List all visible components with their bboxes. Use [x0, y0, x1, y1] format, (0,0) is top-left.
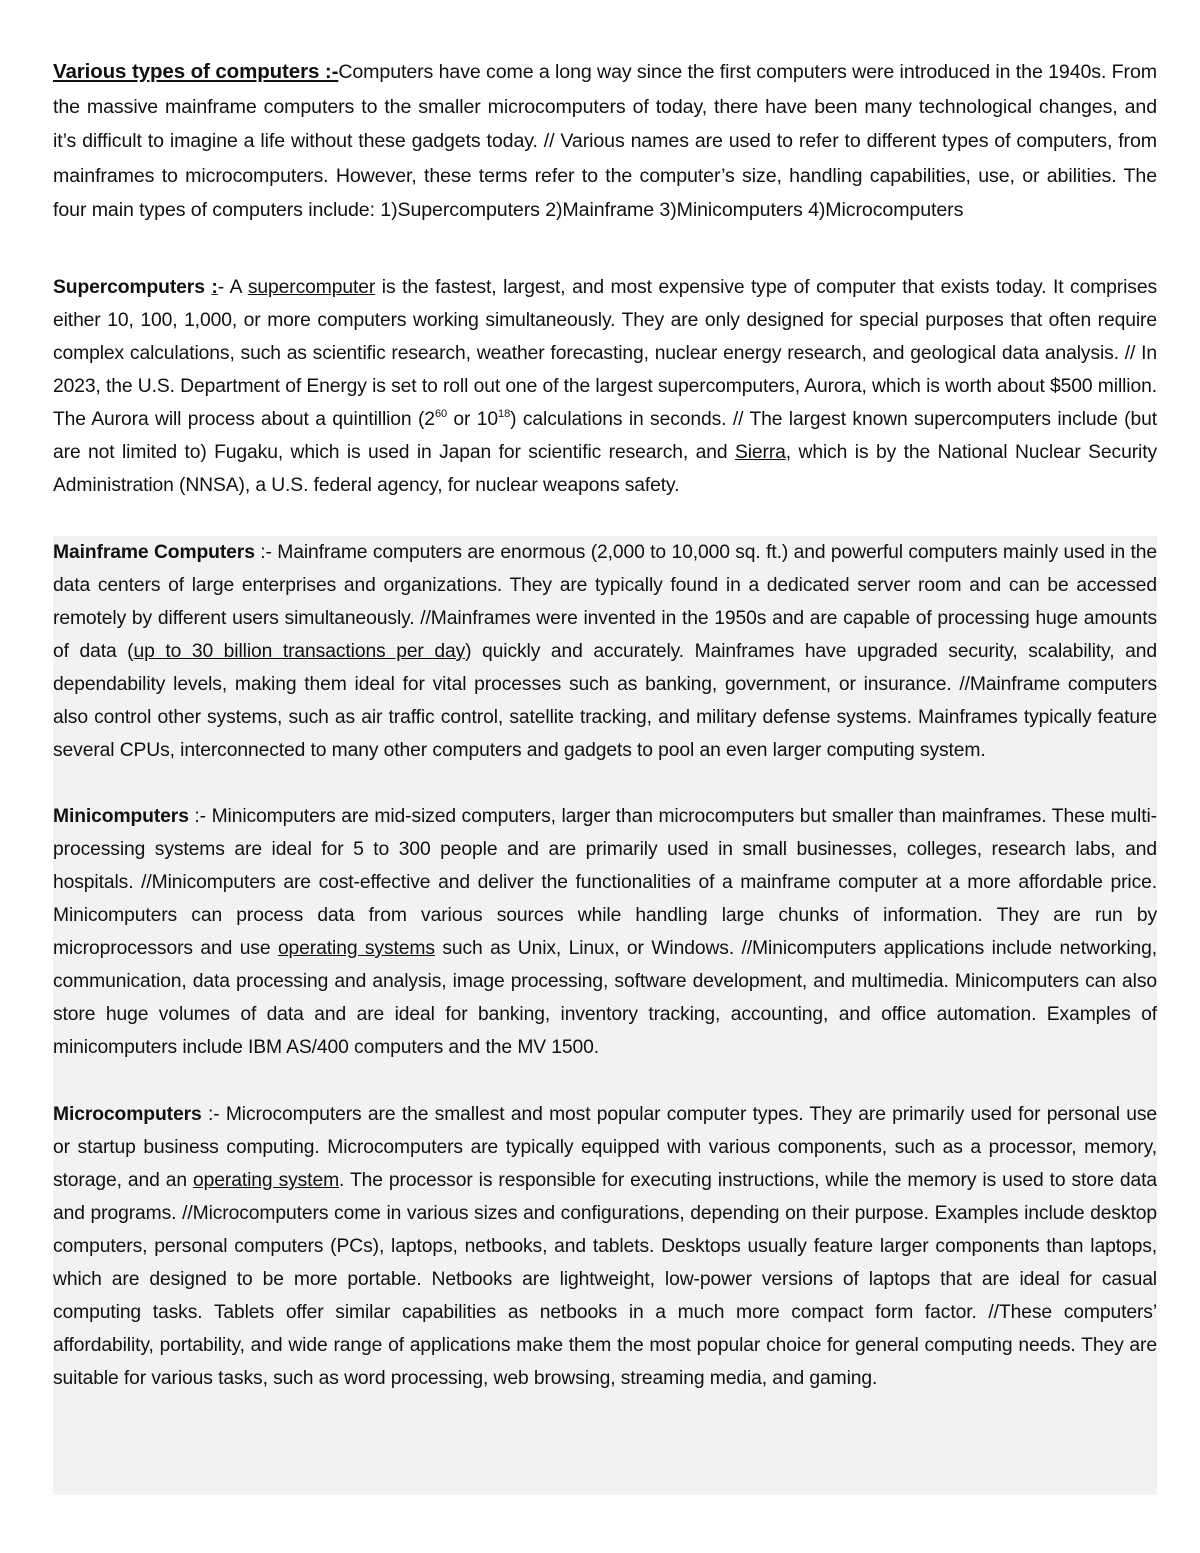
- minicomputers-heading: Minicomputers: [53, 806, 189, 827]
- intro-paragraph: [53, 55, 1157, 228]
- supercomputers-sup-60: 60: [434, 408, 447, 420]
- operating-system-link[interactable]: operating system: [193, 1170, 340, 1191]
- supercomputers-text-1: is the fastest, largest, and most expensive type of computer that exists today. It comprises either 10, 100, 1,000, or more computers working simultaneously. They are only designed for special purposes that often require complex calculations, such as scientific research, weather forecasting, nuclear energy research, and geological data analysis. // In 2023, the U.S. Department of Energy is set to roll out one of the largest supercomputers, Aurora, which is worth about $500 million. The Aurora will process about a quintillion (2: [53, 277, 1158, 430]
- page-title: Various types of computers :-: [53, 60, 339, 83]
- microcomputers-text-2: . The processor is responsible for executing instructions, while the memory is used to store data and programs. //Microcomputers come in various sizes and configurations, depending on their purpose. Examples include desktop computers, personal computers (PCs), laptops, netbooks, and tablets. Desktops usually feature larger components than laptops, which are designed to be more portable. Netbooks are lightweight, low-power versions of laptops that are ideal for casual computing tasks. Tablets offer similar capabilities as netbooks in a much more compact form factor. //These computers’ affordability, portability, and wide range of applications make them the most popular choice for general computing needs. They are suitable for various tasks, such as word processing, web browsing, streaming media, and gaming.: [53, 1170, 1157, 1389]
- supercomputers-separator-rest: - A: [217, 277, 248, 298]
- supercomputers-sup-18: 18: [498, 408, 511, 420]
- microcomputers-text-1: :- Microcomputers are the smallest and most popular computer types. They are primarily used for personal use or startup business computing. Microcomputers are typically equipped with various components, such as a processor, memory, storage, and an: [53, 1104, 1157, 1191]
- mainframe-text-1: :- Mainframe computers are enormous (2,000 to 10,000 sq. ft.) and powerful computers mainly used in the data centers of large enterprises and organizations. They are typically found in a dedicated server room and can be accessed remotely by different users simultaneously. //Mainframes were invented in the 1950s and are capable of processing huge amounts of data (: [53, 542, 1157, 662]
- microcomputers-paragraph: [53, 1098, 1157, 1495]
- supercomputers-paragraph: [53, 271, 1157, 502]
- supercomputers-text-3: ) calculations in seconds. // The largest known supercomputers include (but are not limited to) Fugaku, which is used in Japan for scientific research, and: [53, 409, 1157, 463]
- intro-text: Computers have come a long way since the first computers were introduced in the 1940s. From the massive mainframe computers to the smaller microcomputers of today, there have been many technological changes, and it’s difficult to imagine a life without these gadgets today. // Various names are used to refer to different types of computers, from mainframes to microcomputers. However, these terms refer to the computer’s size, handling capabilities, use, or abilities. The four main types of computers include: 1)Supercomputers 2)Mainframe 3)Minicomputers 4)Microcomputers: [53, 61, 1157, 221]
- mainframe-heading: Mainframe Computers: [53, 542, 255, 563]
- minicomputers-paragraph: [53, 800, 1157, 1098]
- supercomputers-text-4: , which is by the National Nuclear Security Administration (NNSA), a U.S. federal agency, for nuclear weapons safety.: [53, 442, 1157, 496]
- supercomputer-link[interactable]: supercomputer: [247, 277, 376, 298]
- sierra-link[interactable]: Sierra: [734, 442, 786, 463]
- minicomputers-text-2: such as Unix, Linux, or Windows. //Minicomputers applications include networking, communication, data processing and analysis, image processing, software development, and multimedia. Minicomputers can also store huge volumes of data and are ideal for banking, inventory tracking, accounting, and office automation. Examples of minicomputers include IBM AS/400 computers and the MV 1500.: [53, 938, 1158, 1058]
- operating-systems-link[interactable]: operating systems: [277, 938, 435, 959]
- microcomputers-heading: Microcomputers: [53, 1104, 202, 1125]
- supercomputers-separator: :: [211, 277, 218, 298]
- supercomputers-heading: Supercomputers: [53, 277, 205, 298]
- transactions-link[interactable]: up to 30 billion transactions per day: [133, 641, 466, 662]
- mainframe-text-2: ) quickly and accurately. Mainframes have upgraded security, scalability, and dependability levels, making them ideal for vital processes such as banking, government, or insurance. //Mainframe computers also control other systems, such as air traffic control, satellite tracking, and military defense systems. Mainframes typically feature several CPUs, interconnected to many other computers and gadgets to pool an even larger computing system.: [53, 641, 1158, 761]
- supercomputers-text-2: or 10: [446, 409, 499, 430]
- minicomputers-text-1: :- Minicomputers are mid-sized computers, larger than microcomputers but smaller than mainframes. These multi-processing systems are ideal for 5 to 300 people and are primarily used in small businesses, colleges, research labs, and hospitals. //Minicomputers are cost-effective and deliver the functionalities of a mainframe computer at a more affordable price. Minicomputers can process data from various sources while handling large chunks of information. They are run by microprocessors and use: [53, 806, 1157, 959]
- mainframe-paragraph: [53, 536, 1157, 800]
